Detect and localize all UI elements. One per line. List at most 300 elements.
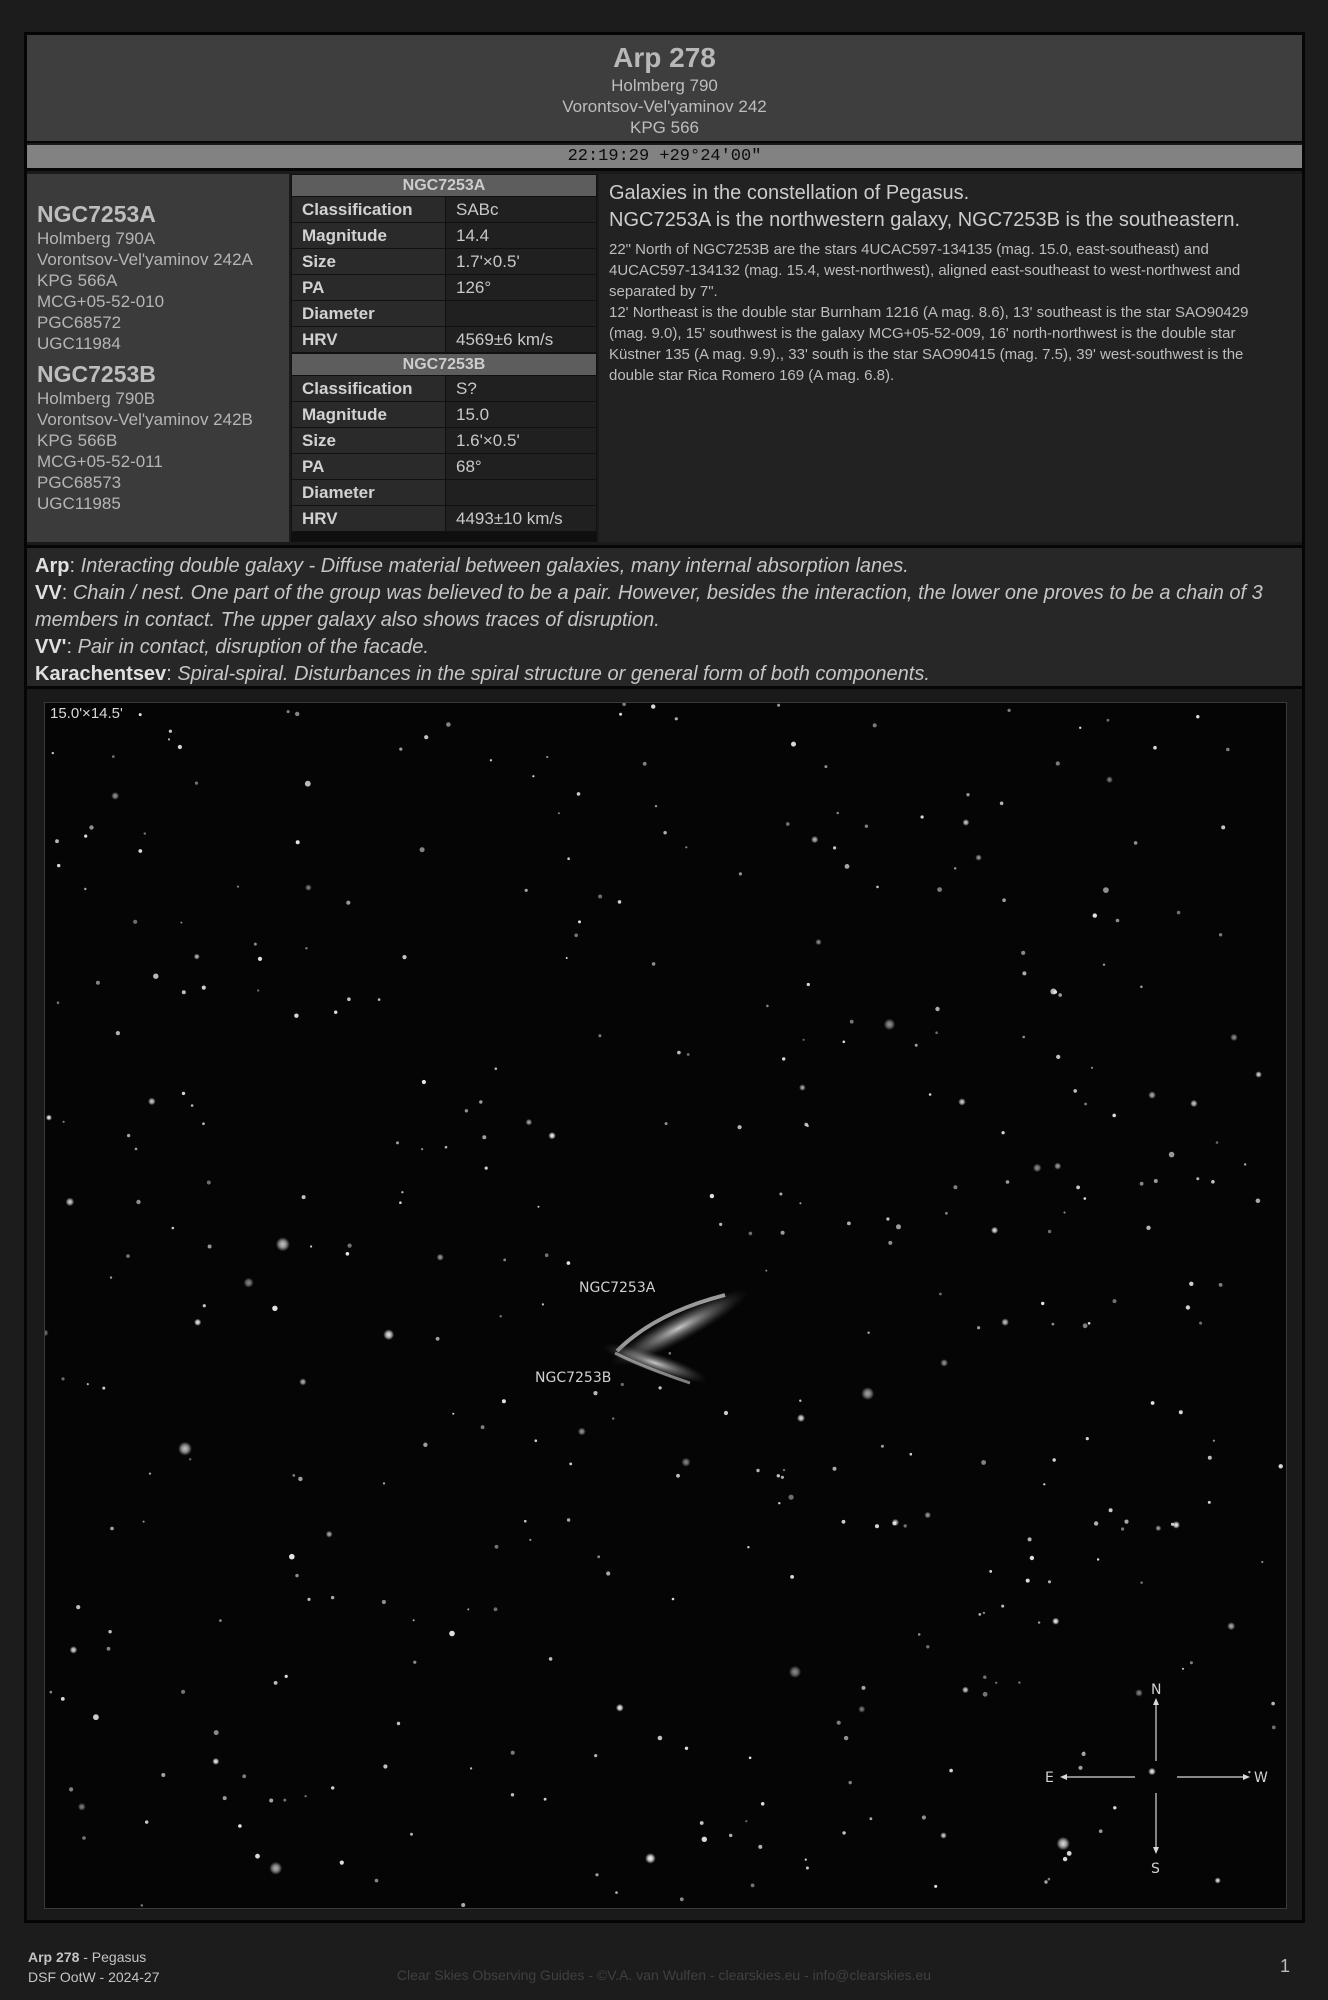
- star: [242, 1774, 246, 1778]
- star: [172, 1227, 175, 1230]
- star: [665, 1122, 668, 1125]
- star: [1091, 1067, 1093, 1069]
- star: [1082, 1752, 1086, 1756]
- star: [724, 1411, 728, 1415]
- galaxy-alias: Vorontsov-Vel'yaminov 242B: [37, 410, 253, 429]
- star: [495, 1067, 498, 1070]
- star: [181, 1690, 185, 1694]
- star: [420, 847, 425, 852]
- star: [807, 983, 810, 986]
- star: [346, 901, 350, 905]
- star: [194, 954, 200, 960]
- stars: [45, 703, 1283, 1907]
- arrow-left-icon: [1060, 1774, 1067, 1780]
- star: [940, 1359, 948, 1367]
- star: [50, 1691, 53, 1694]
- star: [214, 1730, 219, 1735]
- footer-object: Arp 278: [28, 1949, 80, 1965]
- star: [46, 1115, 52, 1121]
- star: [1076, 1186, 1080, 1190]
- star: [1084, 1197, 1087, 1200]
- star: [302, 1195, 306, 1199]
- star: [61, 1697, 65, 1701]
- star: [1107, 719, 1110, 722]
- star: [845, 864, 850, 869]
- star: [1153, 746, 1157, 750]
- star: [299, 1378, 306, 1385]
- star: [207, 1181, 211, 1185]
- star: [756, 1469, 759, 1472]
- star: [383, 1764, 387, 1768]
- header-alias: KPG 566: [630, 118, 699, 137]
- star: [1063, 1857, 1067, 1861]
- star: [676, 1474, 680, 1478]
- star: [254, 943, 257, 946]
- star: [542, 1303, 544, 1305]
- star: [1208, 1501, 1211, 1504]
- star: [567, 857, 570, 860]
- star: [651, 704, 655, 708]
- star: [347, 997, 351, 1001]
- page-number: 1: [1279, 1956, 1290, 1976]
- star: [1244, 1163, 1246, 1165]
- galaxy-names-panel: [27, 174, 289, 542]
- star: [1052, 1618, 1059, 1625]
- star: [1008, 709, 1011, 712]
- star: [1103, 887, 1109, 893]
- star: [799, 1084, 806, 1091]
- star: [526, 1119, 533, 1126]
- star: [1083, 1323, 1088, 1328]
- star: [331, 1596, 334, 1599]
- star: [1196, 715, 1199, 718]
- star: [858, 1706, 865, 1713]
- star: [255, 1854, 260, 1859]
- star: [615, 1891, 618, 1894]
- star: [1279, 1464, 1283, 1468]
- star: [616, 1704, 624, 1712]
- star: [1134, 841, 1138, 845]
- star: [643, 762, 647, 766]
- properties-table-a: [291, 174, 597, 353]
- star: [1190, 1661, 1193, 1664]
- star: [710, 1194, 714, 1198]
- star: [805, 1859, 807, 1861]
- star: [569, 1463, 572, 1466]
- star: [237, 886, 239, 888]
- star: [1179, 1410, 1183, 1414]
- star: [244, 1278, 254, 1288]
- star: [397, 1722, 400, 1725]
- galaxy-alias: MCG+05-52-010: [37, 292, 165, 311]
- star: [989, 1570, 992, 1573]
- star: [87, 1383, 89, 1385]
- star: [922, 1815, 926, 1819]
- star: [595, 1873, 598, 1876]
- header-alias: Holmberg 790: [611, 76, 718, 95]
- star: [1048, 1230, 1051, 1233]
- star: [305, 1795, 307, 1797]
- star: [1121, 1527, 1124, 1530]
- galaxy-alias: KPG 566B: [37, 431, 118, 450]
- star: [1124, 1520, 1128, 1524]
- star: [189, 1458, 191, 1460]
- properties-table-b: [291, 353, 597, 532]
- star: [910, 1453, 913, 1456]
- table-row: Classification S?: [292, 376, 597, 402]
- star: [1271, 1702, 1275, 1706]
- star: [824, 765, 827, 768]
- star: [1043, 1483, 1045, 1485]
- star: [702, 1837, 707, 1842]
- star: [934, 1885, 937, 1888]
- label-ngc7253a: NGC7253A: [579, 1280, 656, 1296]
- star: [340, 1861, 344, 1865]
- star: [285, 1675, 288, 1678]
- star: [921, 815, 924, 818]
- star: [96, 981, 100, 985]
- star: [1113, 1299, 1117, 1303]
- star: [219, 1619, 222, 1622]
- star: [544, 1798, 547, 1801]
- star: [935, 1007, 939, 1011]
- compass-n: N: [1151, 1682, 1162, 1698]
- star: [781, 1476, 784, 1479]
- star: [182, 990, 186, 994]
- star: [655, 805, 657, 807]
- star: [1106, 776, 1113, 783]
- galaxy-alias: MCG+05-52-011: [37, 452, 163, 471]
- star: [1189, 1282, 1193, 1286]
- star: [1221, 825, 1225, 829]
- star: [326, 1531, 333, 1538]
- star: [842, 1520, 846, 1524]
- star: [687, 1053, 690, 1056]
- galaxy-alias: UGC11985: [37, 494, 121, 513]
- star: [423, 1443, 427, 1447]
- star: [69, 1787, 73, 1791]
- star: [1048, 1878, 1051, 1881]
- star: [1182, 1668, 1184, 1670]
- star: [1041, 1302, 1044, 1305]
- star: [45, 1329, 49, 1336]
- star: [833, 846, 836, 849]
- star: [502, 1399, 506, 1403]
- description-panel: [599, 174, 1302, 542]
- star: [178, 1442, 192, 1456]
- star: [180, 922, 182, 924]
- star: [383, 1482, 385, 1484]
- table-row: Size 1.7'×0.5': [292, 249, 597, 275]
- star: [612, 1417, 614, 1419]
- star: [749, 1757, 752, 1760]
- table-row: Classification SABc: [292, 197, 597, 223]
- star: [618, 900, 622, 904]
- star: [680, 1897, 684, 1901]
- star: [1044, 1880, 1047, 1883]
- star: [107, 1647, 111, 1651]
- star: [983, 1692, 988, 1697]
- star: [700, 1821, 704, 1825]
- description-line: NGC7253A is the northwestern galaxy, NGC7253B is the southeastern.: [609, 209, 1241, 231]
- star: [815, 939, 821, 945]
- star: [1148, 1768, 1156, 1776]
- star: [849, 1781, 852, 1784]
- star: [833, 1467, 837, 1471]
- star: [511, 1793, 514, 1796]
- star: [203, 1304, 206, 1307]
- arrow-up-icon: [1153, 1698, 1159, 1705]
- star: [307, 1598, 310, 1601]
- star: [1248, 1771, 1250, 1773]
- description-paragraph: 22" North of NGC7253B are the stars 4UCAC597-134135 (mag. 15.0, east-southeast) and 4UCAC597-134132 (mag. 15.4, west-northwest), aligned east-southeast to west-northwest and separated by 7".: [609, 241, 1241, 300]
- galaxy-name: NGC7253B: [37, 361, 156, 387]
- star: [749, 1232, 753, 1236]
- star: [761, 1802, 765, 1806]
- star: [149, 1473, 151, 1475]
- star: [295, 1574, 298, 1577]
- star: [1113, 1806, 1116, 1809]
- star: [202, 1122, 205, 1125]
- star: [110, 1276, 112, 1278]
- galaxy-name: NGC7253A: [37, 201, 156, 227]
- galaxy-alias: Vorontsov-Vel'yaminov 242A: [37, 250, 253, 269]
- star: [995, 1682, 997, 1684]
- star: [1226, 748, 1230, 752]
- star: [677, 1051, 681, 1055]
- star: [558, 812, 560, 814]
- star: [886, 1217, 889, 1220]
- star: [465, 1109, 468, 1112]
- star: [61, 1377, 64, 1380]
- star: [223, 1796, 227, 1800]
- star: [274, 1681, 278, 1685]
- table-row: Size 1.6'×0.5': [292, 428, 597, 454]
- star: [786, 822, 790, 826]
- star: [598, 1034, 601, 1037]
- star: [751, 1884, 755, 1888]
- star: [892, 1519, 899, 1526]
- star: [953, 1185, 957, 1189]
- compass: [1060, 1698, 1250, 1854]
- star: [346, 1252, 350, 1256]
- compass-e: E: [1045, 1770, 1054, 1786]
- star: [594, 1754, 597, 1757]
- star: [1079, 727, 1081, 729]
- star: [1006, 1180, 1010, 1184]
- star: [126, 1254, 130, 1258]
- star: [461, 1903, 465, 1907]
- star: [135, 1148, 138, 1151]
- star: [182, 1092, 185, 1095]
- star: [1088, 1322, 1091, 1325]
- star: [1190, 1100, 1197, 1107]
- star: [375, 1879, 379, 1883]
- star: [66, 1198, 75, 1207]
- star: [1021, 951, 1025, 955]
- star: [958, 1098, 965, 1105]
- star: [194, 1319, 201, 1326]
- star: [981, 1460, 986, 1465]
- star: [847, 1222, 851, 1226]
- star: [1026, 1579, 1030, 1583]
- description-paragraph: 12' Northeast is the double star Burnham 1216 (A mag. 8.6), 13' southeast is the star SAO90429 (mag. 9.0), 15' southwest is the galaxy MCG+05-52-009, 16' north-northwest is the double star Küstner 135 (A mag. 9.9)., 33' south is the star SAO90415 (mag. 7.5), 39' west-southwest is the double star Rica Romero 169 (A mag. 6.8).: [609, 304, 1249, 384]
- star: [1073, 1089, 1077, 1093]
- star: [862, 1686, 866, 1690]
- table-row: HRV 4569±6 km/s: [292, 327, 597, 353]
- star: [494, 1607, 498, 1611]
- star: [292, 1474, 295, 1477]
- star: [1094, 1521, 1098, 1525]
- star: [1058, 993, 1062, 997]
- star: [168, 738, 170, 740]
- star: [783, 1469, 785, 1471]
- star: [1171, 1523, 1174, 1526]
- properties-tables: [291, 174, 597, 542]
- star: [577, 792, 581, 796]
- star: [954, 867, 956, 869]
- star: [929, 1093, 932, 1096]
- note-vv: VV: Chain / nest. One part of the group was believed to be a pair. However, besides the interaction, the lower one proves to be a chain of 3 members in contact. The upper galaxy also shows traces of disruption.: [35, 582, 1263, 631]
- star: [295, 712, 299, 716]
- star: [269, 1862, 282, 1875]
- star: [1002, 898, 1006, 902]
- star: [401, 1191, 403, 1193]
- star: [485, 1167, 488, 1170]
- star: [966, 793, 969, 796]
- star: [1112, 1114, 1116, 1118]
- star: [52, 752, 54, 754]
- star: [991, 1227, 998, 1234]
- star: [495, 1545, 499, 1549]
- star: [446, 722, 451, 727]
- star: [503, 1259, 506, 1262]
- page-title: Arp 278: [613, 42, 716, 73]
- guide-frame: [24, 32, 1305, 1923]
- star: [1151, 1401, 1155, 1405]
- star: [804, 1123, 808, 1127]
- star: [305, 781, 311, 787]
- footer-constellation: - Pegasus: [79, 1949, 147, 1965]
- star: [1054, 1163, 1061, 1170]
- star: [334, 1011, 337, 1014]
- star: [777, 1474, 780, 1477]
- star: [1261, 1561, 1263, 1563]
- star: [739, 872, 742, 875]
- star: [861, 1387, 874, 1400]
- galaxy-alias: Holmberg 790A: [37, 229, 156, 248]
- star: [915, 1044, 918, 1047]
- star: [949, 1769, 953, 1773]
- star: [1001, 1318, 1009, 1326]
- star: [1057, 1837, 1070, 1850]
- star-field: [45, 703, 1287, 1909]
- star: [413, 1661, 416, 1664]
- star: [663, 831, 666, 834]
- star: [652, 962, 656, 966]
- star: [1064, 1212, 1066, 1214]
- star: [963, 819, 970, 826]
- star: [139, 713, 142, 716]
- header-alias: Vorontsov-Vel'yaminov 242: [562, 97, 767, 116]
- star: [89, 825, 93, 829]
- star: [413, 1619, 415, 1621]
- star: [621, 1383, 624, 1386]
- compass-s: S: [1151, 1861, 1160, 1877]
- star: [212, 1758, 219, 1765]
- star: [1018, 1681, 1020, 1683]
- star: [850, 1020, 854, 1024]
- galaxy-alias: PGC68573: [37, 473, 122, 492]
- star: [396, 1141, 399, 1144]
- star: [975, 854, 981, 860]
- star: [511, 1751, 515, 1755]
- star: [1078, 1766, 1082, 1770]
- star: [782, 1057, 785, 1060]
- star: [1038, 1621, 1040, 1623]
- star: [1216, 1141, 1219, 1144]
- star: [962, 1687, 969, 1694]
- star: [1030, 1556, 1034, 1560]
- galaxy-alias: KPG 566A: [37, 271, 118, 290]
- star: [790, 1575, 794, 1579]
- star: [548, 1132, 555, 1139]
- star: [102, 1387, 105, 1390]
- star: [870, 1817, 873, 1820]
- star: [1093, 913, 1097, 917]
- star: [875, 1524, 879, 1528]
- star: [305, 884, 312, 891]
- star: [1227, 1622, 1235, 1630]
- star: [525, 889, 528, 892]
- star: [1084, 1103, 1087, 1106]
- star: [844, 1736, 848, 1740]
- star: [865, 825, 868, 828]
- star: [287, 710, 290, 713]
- star: [719, 1223, 722, 1226]
- table-heading: NGC7253A: [292, 175, 597, 197]
- star: [567, 1261, 571, 1265]
- footer-series: DSF OotW - 2024-27: [28, 1969, 160, 1985]
- star: [622, 703, 626, 706]
- star: [421, 1148, 423, 1150]
- star: [896, 1224, 901, 1229]
- star: [837, 812, 839, 814]
- galaxy-alias: UGC11984: [37, 334, 121, 353]
- star: [799, 1400, 801, 1402]
- star: [1196, 1177, 1199, 1180]
- star: [63, 1121, 65, 1123]
- star: [298, 1477, 302, 1481]
- star: [1052, 1323, 1055, 1326]
- star: [682, 1458, 691, 1467]
- star: [1140, 1582, 1142, 1584]
- table-heading: NGC7253B: [292, 354, 597, 376]
- star: [977, 1326, 980, 1329]
- star: [258, 957, 262, 961]
- star: [924, 1512, 931, 1519]
- star: [269, 1799, 273, 1803]
- star: [940, 1832, 947, 1839]
- star: [257, 989, 259, 991]
- star: [884, 1019, 895, 1030]
- star: [745, 1820, 747, 1822]
- classification-notes: [27, 545, 1302, 689]
- star: [1155, 1525, 1161, 1531]
- star: [747, 1546, 749, 1548]
- star: [1215, 1877, 1221, 1883]
- star: [143, 1521, 145, 1523]
